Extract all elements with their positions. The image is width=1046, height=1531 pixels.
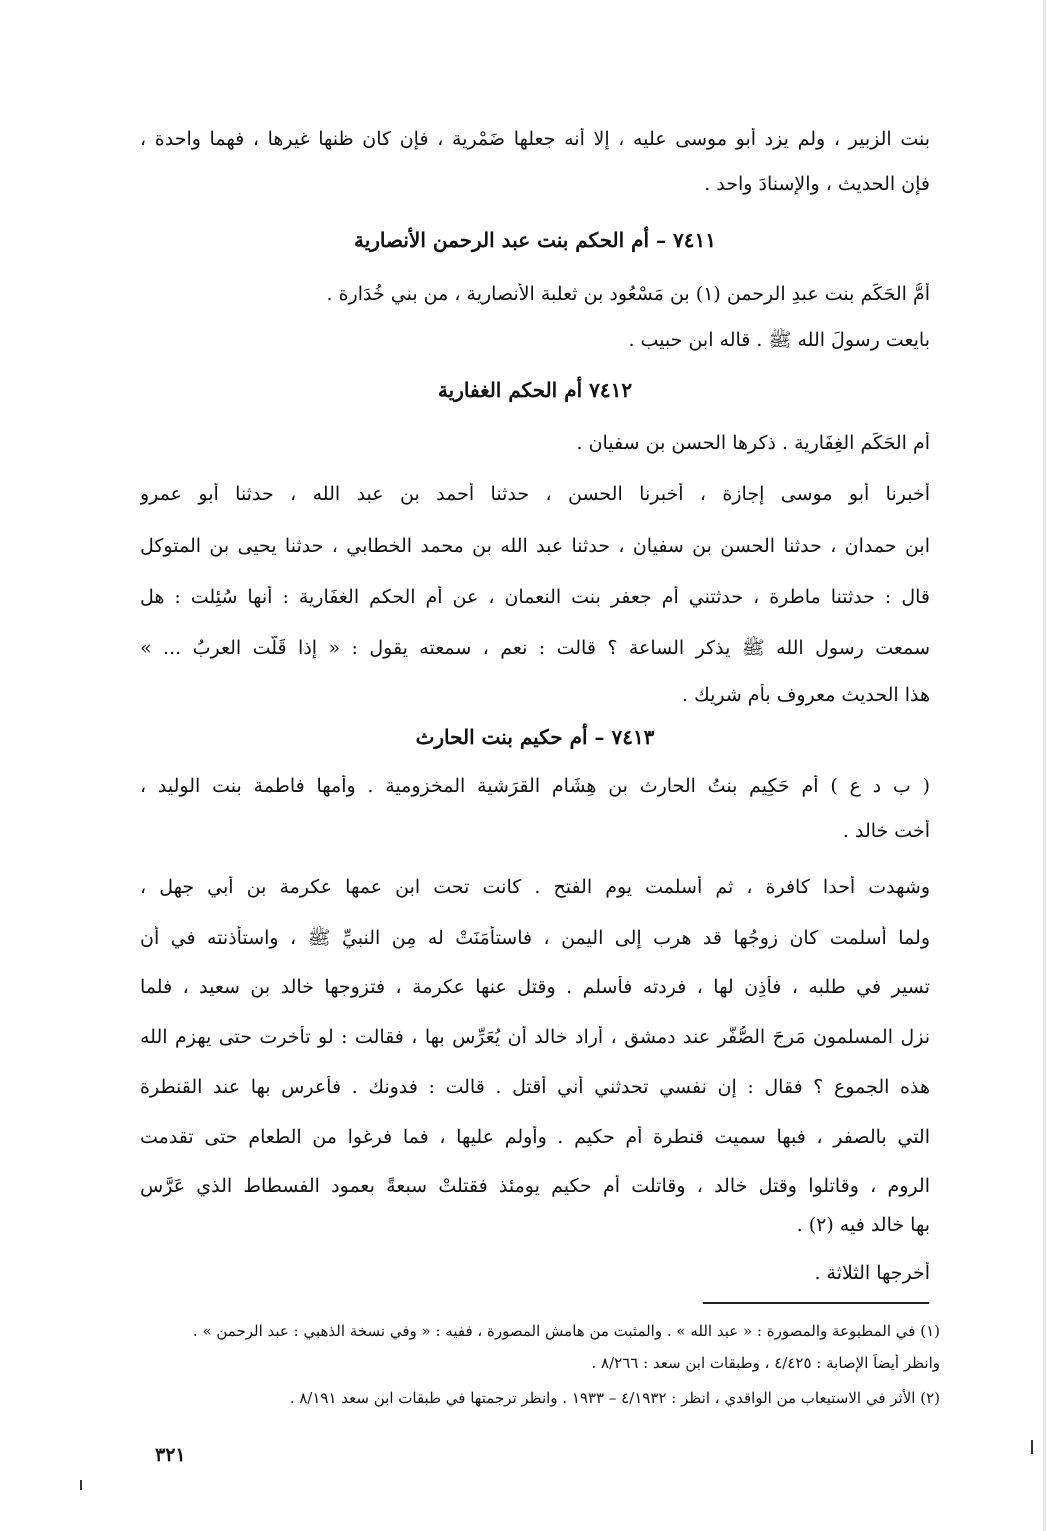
entry-7412-line-4: قال : حدثتنا ماطرة ، حدثتني أم جعفر بنت النعمان ، عن أم الحكم الغفَارية : أنها سُئِلت : هل — [140, 586, 930, 608]
footnote-1-continuation: وانظر أيضاً الإصابة : ٤/٤٢٥ ، وطبقات ابن سعد : ٨/٢٦٦ . — [591, 1354, 940, 1372]
scan-speck — [80, 1480, 82, 1490]
entry-7413-line-1: ( ب د ع ) أم حَكِيم بنتُ الحارِث بن هِشَامِ القرَشية المخزومية . وأُمها فاطمة بنت الوليد ، — [140, 775, 930, 797]
entry-heading-7413: ٧٤١٣ – أم حكيم بنت الحارث — [415, 725, 655, 749]
entry-7412-line-1: أُم الحَكَم الغِفَارية . ذكرها الحسن بن سفيان . — [576, 432, 930, 454]
entry-7413-line-5: تسير في طلبه ، فأَذِن لها ، فردته فأسلم . وقتل عنها عكرمة ، فتزوجها خالد بن سعيد ، فلما — [140, 976, 930, 998]
entry-heading-7412: ٧٤١٢ أم الحكم الغفارية — [437, 378, 633, 402]
entry-7413-line-9: الروم ، وقاتلوا وقتل خالد ، وقاتلت أُم حكيم يومئذ فقتلتْ سبعةً بعمود الفسطاط الذي عَرَّس — [140, 1175, 930, 1197]
entry-7412-line-3: ابن حمدان ، حدثنا الحسن بن سفيان ، حدثنا عبد الله بن محمد الخطابي ، حدثنا يحيى بن المتوكل — [140, 535, 930, 557]
intro-line-2: فإن الحديث ، والإسنادَ واحد . — [704, 173, 930, 195]
entry-7412-line-6: هذا الحديث معروف بأُم شريك . — [681, 684, 930, 706]
entry-7411-line-1: أُمُّ الحَكَم بنت عبدِ الرحمن (١) بن مَسْعُود بن ثعلبة الأنصارية ، من بني خُدَارة . — [326, 283, 930, 305]
scan-speck — [1031, 1440, 1033, 1454]
entry-7413-line-8: التي بالصفر ، فبها سميت قنطرة أُم حكيم . وأولم عليها ، فما فرغوا من الطعام حتى تقدمت — [140, 1126, 930, 1148]
entry-7411-line-2: بايعت رسولَ الله ﷺ . قاله ابن حبيب . — [628, 329, 930, 351]
entry-7412-line-2: أخبرنا أبو موسى إجازة ، أخبرنا الحسن ، حدثنا أحمد بن عبد الله ، حدثنا أبو عمرو — [140, 483, 930, 505]
intro-line-1: بنت الزبير ، ولم يزد أبو موسى عليه ، إلا أنه جعلها ضَمْرية ، فإن كان ظنها غيرها ، فهما واحدة ، — [140, 128, 930, 150]
entry-7413-line-11: أخرجها الثلاثة . — [814, 1262, 930, 1284]
entry-7413-line-4: ولما أسلمت كان زوجُها قد هرب إلى اليمن ، فاستأمَنَتْ له مِن النبيِّ ﷺ ، واستأذنته في أن — [140, 927, 930, 949]
entry-7413-line-6: نزل المسلمون مَرجَ الصُّفَّر عند دمشق ، أراد خالد أن يُعَرِّس بها ، فقالت : لو تأخرت حتى يهزم الله — [140, 1026, 930, 1048]
footnote-1: (١) في المطبوعة والمصورة : « عبد الله » . والمثبت من هامش المصورة ، ففيه : « وفي نسخة الذهبي : عبد الرحمن » . — [192, 1322, 940, 1340]
entry-7413-line-7: هذه الجموع ؟ فقال : إن نفسي تحدثني أني أُقتل . قالت : فدونك . فأعرس بها عند القنطرة — [140, 1076, 930, 1098]
footnote-2: (٢) الأثر في الاستيعاب من الواقدي ، انظر : ٤/١٩٣٢ – ١٩٣٣ . وانظر ترجمتها في طبقات ابن سعد ٨/١٩١ . — [289, 1389, 940, 1407]
footnote-divider — [703, 1302, 929, 1304]
entry-heading-7411: ٧٤١١ – أم الحكم بنت عبد الرحمن الأنصارية — [353, 228, 717, 252]
entry-7413-line-10: بها خالد فيه (٢) . — [796, 1214, 930, 1236]
page-number: ٣٢١ — [155, 1444, 186, 1466]
entry-7413-line-2: أخت خالد . — [842, 820, 930, 842]
entry-7412-line-5: سمعت رسول الله ﷺ يذكر الساعة ؟ قالت : نعم ، سمعته يقول : « إذا قَلَّت العربُ ... » — [140, 637, 930, 659]
entry-7413-line-3: وشهدت أحدا كافرة ، ثم أسلمت يوم الفتح . كانت تحت ابن عمها عكرمة بن أبي جهل ، — [140, 876, 930, 898]
